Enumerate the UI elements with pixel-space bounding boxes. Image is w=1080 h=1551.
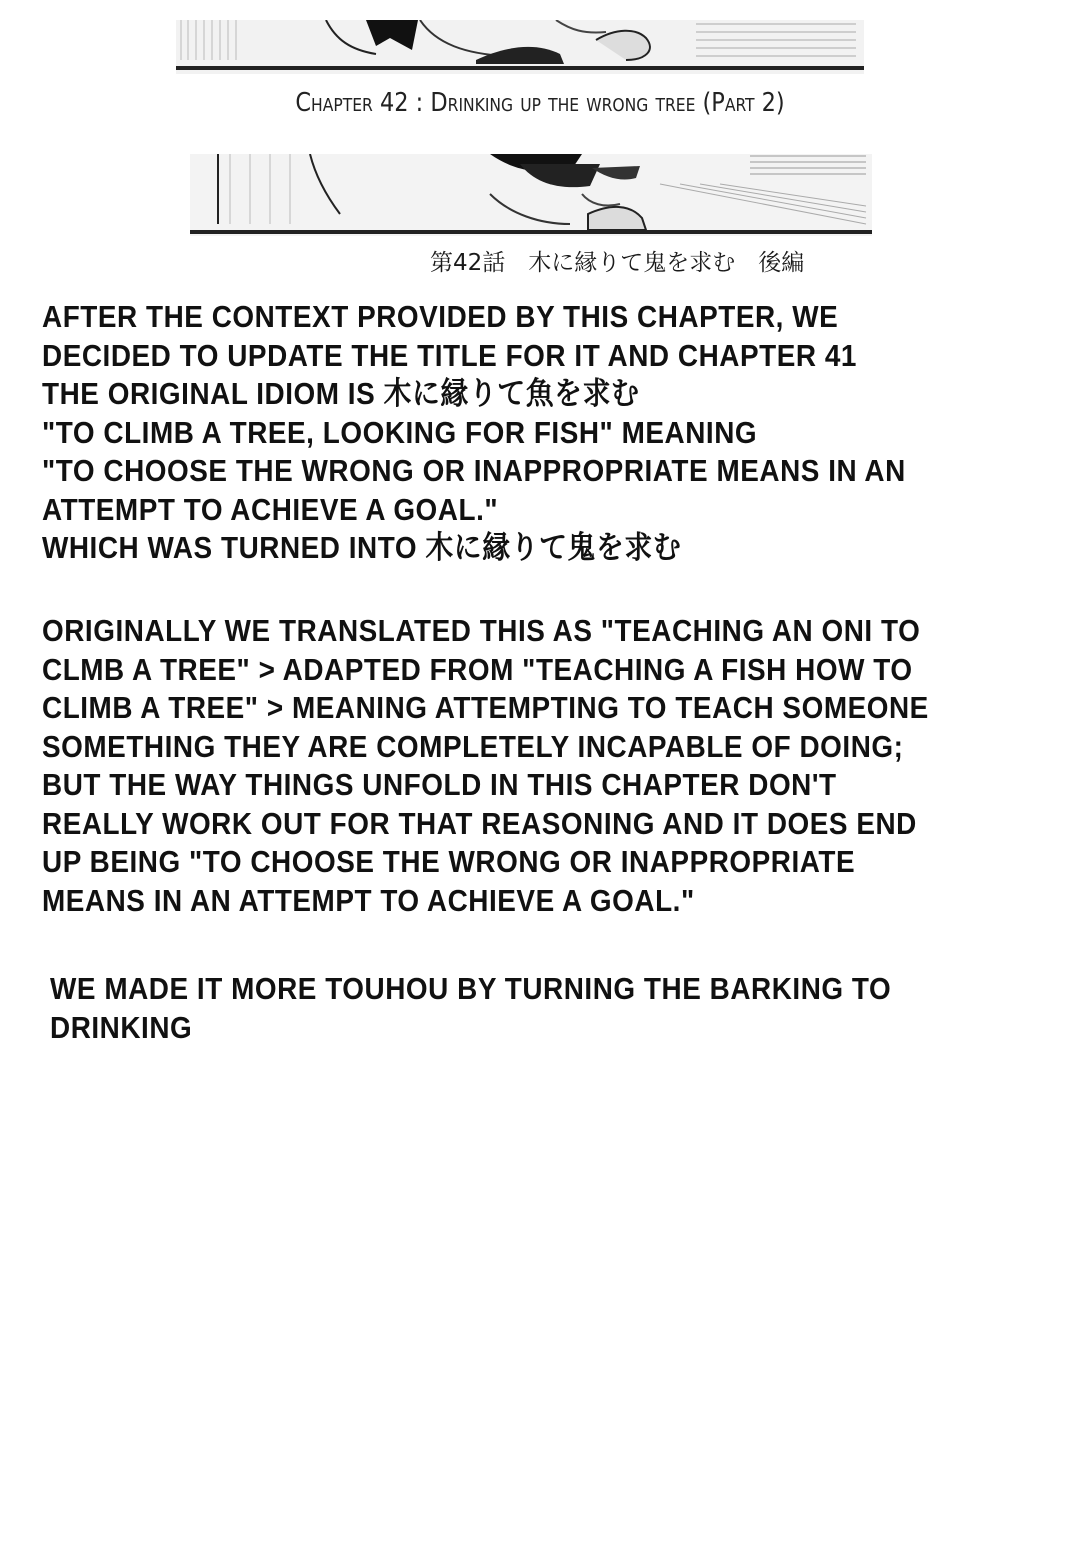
note-line: AFTER THE CONTEXT PROVIDED BY THIS CHAPTER, WE xyxy=(42,299,839,334)
note-line: BUT THE WAY THINGS UNFOLD IN THIS CHAPTER DON'T xyxy=(42,767,837,802)
note-line: THE ORIGINAL IDIOM IS 木に縁りて魚を求む xyxy=(42,376,640,411)
note-line: CLMB A TREE" > ADAPTED FROM "TEACHING A FISH HOW TO xyxy=(42,651,913,687)
note-line: WHICH WAS TURNED INTO 木に縁りて鬼を求む xyxy=(42,530,682,565)
manga-panel-bottom xyxy=(190,154,872,236)
note-line: "TO CLIMB A TREE, LOOKING FOR FISH" MEANING xyxy=(42,414,758,450)
note-line: ORIGINALLY WE TRANSLATED THIS AS "TEACHING AN ONI TO xyxy=(42,613,921,648)
translator-note-original-translation xyxy=(42,612,942,920)
note-line: DECIDED TO UPDATE THE TITLE FOR IT AND CHAPTER 41 xyxy=(42,337,857,373)
translator-note-touhou xyxy=(50,970,950,1047)
note-line: MEANS IN AN ATTEMPT TO ACHIEVE A GOAL." xyxy=(42,882,695,918)
chapter-japanese-title: 第42話 木に縁りて鬼を求む 後編 xyxy=(430,250,805,276)
note-line: DRINKING xyxy=(50,1009,193,1045)
note-line: ATTEMPT TO ACHIEVE A GOAL." xyxy=(42,491,499,527)
note-line: UP BEING "TO CHOOSE THE WRONG OR INAPPROPRIATE xyxy=(42,844,856,879)
note-line: "TO CHOOSE THE WRONG OR INAPPROPRIATE MEANS IN AN xyxy=(42,453,906,488)
note-line: SOMETHING THEY ARE COMPLETELY INCAPABLE OF DOING; xyxy=(42,728,904,764)
translator-note-title-update xyxy=(42,298,942,568)
manga-panel-top xyxy=(176,20,864,74)
note-line: REALLY WORK OUT FOR THAT REASONING AND IT DOES END xyxy=(42,805,917,841)
note-line: CLIMB A TREE" > MEANING ATTEMPTING TO TEACH SOMEONE xyxy=(42,690,929,725)
chapter-english-title: Chapter 42 : Drinking up the wrong tree (Part 2) xyxy=(295,88,785,118)
note-line: WE MADE IT MORE TOUHOU BY TURNING THE BARKING TO xyxy=(50,971,892,1006)
